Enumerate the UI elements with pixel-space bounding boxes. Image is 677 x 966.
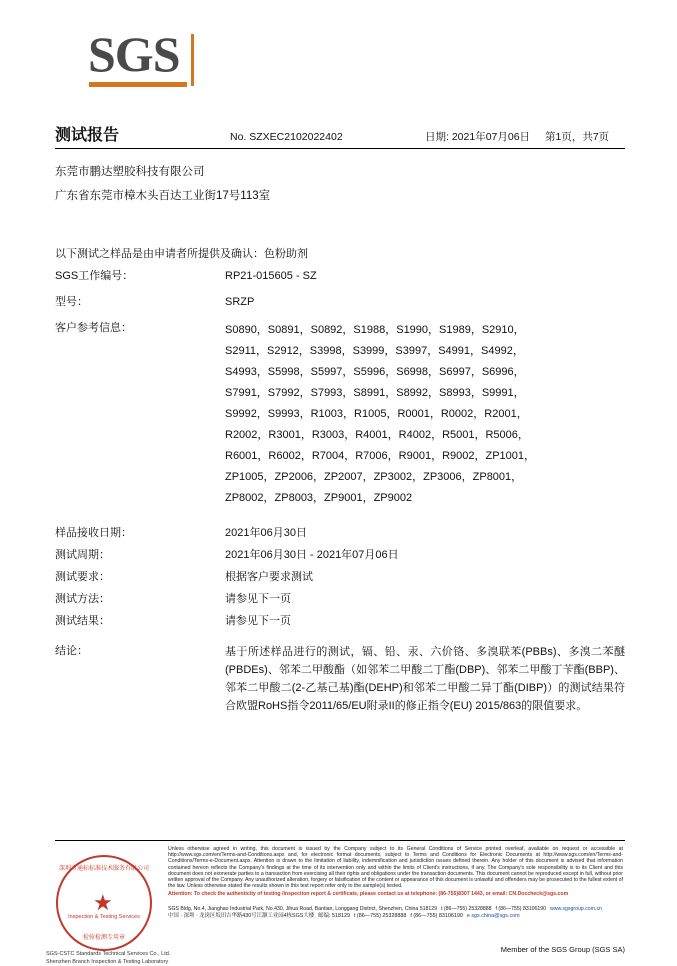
- field-label-conclusion: 结论：: [55, 645, 88, 657]
- field-value-conclusion: 基于所述样品进行的测试，镉、铅、汞、六价铬、多溴联苯(PBBs)、多溴二苯醚(PBDEs)、邻苯二甲酸酯（如邻苯二甲酸二丁酯(DBP)、邻苯二甲酸丁苄酯(BBP)、邻苯二甲酸二(2-乙基己基)酯(DEHP)和邻苯二甲酸二异丁酯(DIBP)）的测试结果符合欧盟RoHS指令2011/65/EU附录II的修正指令(EU) 2015/863的限值要求。: [225, 646, 625, 712]
- star-icon: ★: [93, 890, 113, 915]
- legal-disclaimer: [168, 846, 623, 898]
- ref-line: S2911，S2912，S3998，S3999，S3997，S4991，S4992，: [225, 345, 524, 357]
- field-value-model: SRZP: [225, 296, 255, 308]
- field-row-conclusion: [55, 643, 625, 715]
- field-row: [55, 294, 625, 310]
- field-label-test-method: 测试方法：: [55, 593, 110, 605]
- field-value-customer-ref: [225, 320, 625, 509]
- ref-line: R6001，R6002，R7004，R7006，R9001，R9002，ZP1001，: [225, 450, 536, 462]
- page-title: 测试报告: [55, 127, 120, 144]
- legal-paragraph: Unless otherwise agreed in writing, this document is issued by the Company subject to its General Conditions of Service printed overleaf, available on request or accessible at http://www.sgs.com/en/Terms-and-Conditions.aspx and, for electronic format documents, subject to Terms and Conditions for Electronic Documents at http://www.sgs.com/en/Terms-and-Conditions/Terms-e-Document.aspx. Attention is drawn to the limitation of liability, indemnification and jurisdiction issues defined therein. Any holder of this document is advised that information contained hereon reflects the Company's findings at the time of its intervention only and within the limits of Client's instructions, if any. The Company's sole responsibility is to its Client and this document does not exonerate parties to a transaction from exercising all their rights and obligations under the transaction documents. This document cannot be reproduced except in full, without prior written approval of the Company. Any unauthorized alteration, forgery or falsification of the content or appearance of this document is unlawful and offenders may be prosecuted to the fullest extent of the law. Unless otherwise stated the results shown in this test report refer only to the sample(s) tested.: [168, 846, 623, 890]
- field-label-test-result: 测试结果：: [55, 615, 110, 627]
- address-tel-en: t (86—755) 25328888: [441, 906, 492, 912]
- seal-bottom-text: 检验检测专用章: [82, 935, 125, 941]
- address-email[interactable]: e sgs.china@sgs.com: [466, 913, 520, 920]
- company-name: 东莞市鹏达塑胶科技有限公司: [55, 166, 205, 178]
- fields-table: [55, 268, 625, 725]
- field-label-model: 型号：: [55, 296, 88, 308]
- fields-table-secondary: [55, 525, 625, 629]
- member-of-group-line: Member of the SGS Group (SGS SA): [500, 945, 625, 954]
- field-value-job-no: RP21-015605 - SZ: [225, 270, 317, 282]
- sgs-logo-text: SGS: [88, 26, 180, 82]
- field-label-job-no: SGS工作编号：: [55, 270, 134, 282]
- address-url[interactable]: www.sgsgroup.com.cn: [550, 906, 602, 912]
- address-fax-en: f (86—755) 83106190: [495, 906, 547, 912]
- report-date: 日期: 2021年07月06日: [425, 131, 531, 143]
- ref-line: S7991，S7992，S7993，S8991，S8992，S8993，S9991，: [225, 387, 525, 399]
- field-value-test-result: 请参见下一页: [225, 615, 291, 627]
- ref-line: ZP8002，ZP8003，ZP9001，ZP9002: [225, 492, 413, 504]
- seal-mid-text: Inspection & Testing Services: [68, 914, 140, 920]
- field-row: [55, 547, 625, 563]
- ref-line: S9992，S9993，R1003，R1005，R0001，R0002，R2001，: [225, 408, 528, 420]
- field-row: [55, 268, 625, 284]
- logo-accent-bar-vertical: [191, 34, 194, 86]
- field-value-test-period: 2021年06月30日 - 2021年07月06日: [225, 549, 399, 561]
- header-divider: [55, 148, 625, 149]
- field-row-customer-ref: [55, 320, 625, 509]
- field-value-received-date: 2021年06月30日: [225, 527, 307, 539]
- seal-top-text: 深圳市通标标准技术服务有限公司: [58, 866, 149, 872]
- ref-line: ZP1005，ZP2006，ZP2007，ZP3002，ZP3006，ZP8001，: [225, 471, 523, 483]
- field-row: [55, 591, 625, 607]
- company-block: [55, 160, 270, 208]
- field-label-customer-ref: 客户参考信息：: [55, 322, 132, 334]
- field-value-test-request: 根据客户要求测试: [225, 571, 313, 583]
- field-value-test-method: 请参见下一页: [225, 593, 291, 605]
- field-label-received-date: 样品接收日期：: [55, 527, 132, 539]
- address-row-cn: [168, 913, 623, 920]
- report-number: No. SZXEC2102022402: [230, 131, 343, 143]
- field-label-test-request: 测试要求：: [55, 571, 110, 583]
- field-row: [55, 569, 625, 585]
- address-line-en: SGS Bldg, No.4, Jianghao Industrial Park, No.430, Jihua Road, Bantian, Longgang District, Shenzhen, China 518129: [168, 906, 438, 912]
- company-address: 广东省东莞市樟木头百达工业街17号113室: [55, 190, 271, 202]
- ref-line: S4993，S5998，S5997，S5996，S6998，S6997，S6996，: [225, 366, 525, 378]
- footer-divider: [55, 840, 625, 841]
- sample-statement: 以下测试之样品是由申请者所提供及确认：色粉助剂: [55, 248, 308, 260]
- field-row: [55, 613, 625, 629]
- field-row: [55, 525, 625, 541]
- address-zip: 邮编: 518129: [318, 913, 350, 920]
- field-label-test-period: 测试周期：: [55, 549, 110, 561]
- page-number: 第1页，共7页: [545, 131, 610, 143]
- logo-accent-bar: [89, 82, 187, 87]
- report-header-row: [55, 122, 625, 145]
- ref-line: R2002，R3001，R3003，R4001，R4002，R5001，R5006，: [225, 429, 529, 441]
- address-fax-cn: f (86—755) 83106190: [410, 913, 463, 920]
- legal-attention: Attention: To check the authenticity of testing /inspection report & certificate, please contact us at telephone: (86-755)8307 1443, or email: CN.Doccheck@sgs.com: [168, 891, 569, 898]
- ref-line: S0890，S0891，S0892，S1988，S1990，S1989，S2910，: [225, 324, 525, 336]
- address-tel-cn: t (86—755) 25328888: [353, 913, 407, 920]
- footer-address-block: [168, 906, 623, 920]
- address-line-cn: 中国 · 深圳 · 龙岗区坂田吉华路430号江灏工业园4栋SGS大楼: [168, 913, 315, 920]
- seal-caption-line: SGS-CSTC Standards Technical Services Co., Ltd.: [46, 951, 171, 957]
- sgs-logo: [88, 28, 208, 90]
- seal-caption-line: Shenzhen Branch Inspection & Testing Laboratory: [46, 959, 169, 965]
